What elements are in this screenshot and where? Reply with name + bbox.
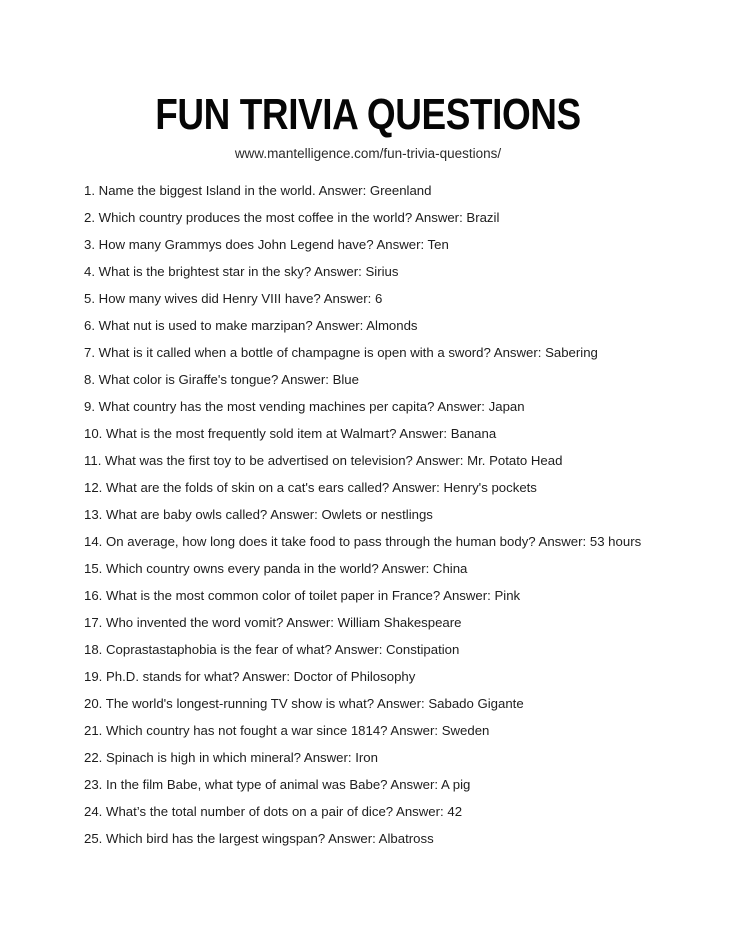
item-number: 25. [84,831,106,846]
item-text: What are baby owls called? Answer: Owlets or nestlings [106,507,433,522]
trivia-item [84,528,706,555]
trivia-item [84,636,706,663]
item-text: The world's longest-running TV show is what? Answer: Sabado Gigante [105,696,524,711]
item-number: 5. [84,291,99,306]
item-number: 7. [84,345,99,360]
item-text: What are the folds of skin on a cat's ears called? Answer: Henry's pockets [106,480,537,495]
item-text: Which country produces the most coffee in the world? Answer: Brazil [98,210,500,225]
trivia-item [84,744,706,771]
item-text: Which country has not fought a war since 1814? Answer: Sweden [106,723,490,738]
trivia-item [84,582,706,609]
trivia-item [84,663,706,690]
item-number: 12. [84,480,106,495]
item-text: How many wives did Henry VIII have? Answer: 6 [98,291,383,306]
item-number: 23. [84,777,106,792]
trivia-item [84,798,706,825]
item-text: Coprastastaphobia is the fear of what? Answer: Constipation [106,642,460,657]
item-number: 2. [84,210,99,225]
item-text: How many Grammys does John Legend have? Answer: Ten [98,237,449,252]
trivia-item [84,420,706,447]
item-text: Name the biggest Island in the world. Answer: Greenland [98,183,432,198]
item-text: Which bird has the largest wingspan? Answer: Albatross [106,831,434,846]
trivia-item [84,339,706,366]
item-text: On average, how long does it take food to pass through the human body? Answer: 53 hours [106,534,642,549]
item-text: What is the most frequently sold item at Walmart? Answer: Banana [106,426,497,441]
item-number: 9. [84,399,99,414]
item-number: 11. [84,453,106,468]
trivia-item [84,501,706,528]
item-number: 24. [84,804,106,819]
trivia-item [84,366,706,393]
trivia-item [84,312,706,339]
trivia-item [84,204,706,231]
source-url: www.mantelligence.com/fun-trivia-questions/ [234,146,502,161]
item-number: 4. [84,264,99,279]
trivia-item [84,231,706,258]
trivia-item [84,690,706,717]
item-number: 6. [84,318,99,333]
item-number: 21. [84,723,106,738]
item-number: 17. [84,615,106,630]
item-number: 18. [84,642,106,657]
trivia-item [84,474,706,501]
item-text: Who invented the word vomit? Answer: William Shakespeare [106,615,462,630]
item-number: 3. [84,237,99,252]
item-text: What is it called when a bottle of champagne is open with a sword? Answer: Sabering [98,345,598,360]
item-number: 16. [84,588,106,603]
trivia-item [84,285,706,312]
item-text: What nut is used to make marzipan? Answer: Almonds [98,318,418,333]
item-number: 1. [84,183,99,198]
trivia-item [84,258,706,285]
item-number: 8. [84,372,99,387]
item-text: What color is Giraffe's tongue? Answer: Blue [98,372,359,387]
item-number: 19. [84,669,106,684]
item-number: 10. [84,426,106,441]
item-text: Spinach is high in which mineral? Answer: Iron [106,750,378,765]
trivia-item [84,447,706,474]
trivia-item [84,717,706,744]
trivia-item [84,771,706,798]
item-text: What was the first toy to be advertised on television? Answer: Mr. Potato Head [105,453,563,468]
trivia-question-list [84,177,706,852]
item-text: Ph.D. stands for what? Answer: Doctor of Philosophy [106,669,416,684]
page-title: FUN TRIVIA QUESTIONS [155,90,581,139]
item-number: 14. [84,534,106,549]
item-number: 15. [84,561,106,576]
trivia-item [84,555,706,582]
trivia-item [84,609,706,636]
trivia-item [84,177,706,204]
item-text: In the film Babe, what type of animal was Babe? Answer: A pig [106,777,471,792]
item-number: 13. [84,507,106,522]
item-number: 20. [84,696,106,711]
item-text: What country has the most vending machines per capita? Answer: Japan [98,399,525,414]
trivia-item [84,393,706,420]
item-number: 22. [84,750,106,765]
item-text: What is the brightest star in the sky? Answer: Sirius [98,264,399,279]
trivia-item [84,825,706,852]
item-text: What is the most common color of toilet paper in France? Answer: Pink [106,588,521,603]
item-text: What’s the total number of dots on a pair of dice? Answer: 42 [106,804,463,819]
item-text: Which country owns every panda in the world? Answer: China [106,561,468,576]
